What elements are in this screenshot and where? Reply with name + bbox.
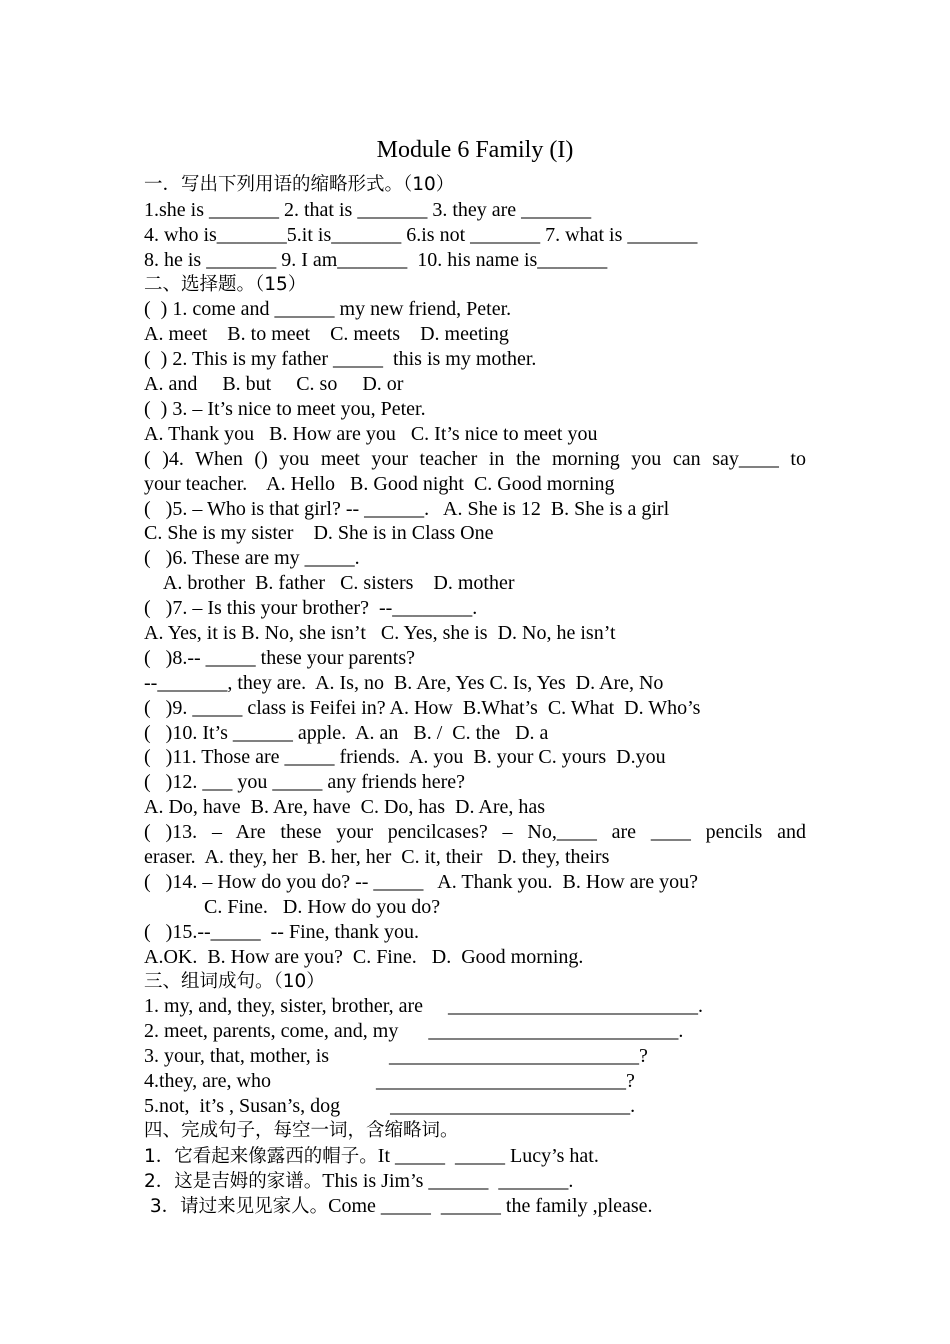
options-line: C. Fine. D. How do you do? [144, 895, 441, 918]
question-line: ( )9. _____ class is Feifei in? A. How B.What’s C. What D. Who’s [144, 696, 701, 719]
question-line: ( ) 3. – It’s nice to meet you, Peter. [144, 398, 426, 421]
question-line: ( )8.-- _____ these your parents? [144, 646, 416, 669]
question-line: ( )4. When () you meet your teacher in the morning you can say____ to [144, 447, 806, 470]
section-2-heading: 二、选择题。（15） [144, 273, 307, 295]
page-title: Module 6 Family (I) [376, 137, 574, 163]
question-line: ( ) 1. come and ______ my new friend, Peter. [144, 298, 512, 321]
question-line: ( ) 2. This is my father _____ this is my mother. [144, 348, 537, 371]
sentence-line: 4.they, are, who _________________________? [144, 1070, 635, 1093]
options-line: A. Yes, it is B. No, she isn’t C. Yes, she is D. No, he isn’t [144, 622, 616, 645]
sentence-line: 1. my, and, they, sister, brother, are _________________________. [144, 995, 704, 1018]
options-line: A.OK. B. How are you? C. Fine. D. Good morning. [144, 945, 584, 968]
question-line: ( )13. – Are these your pencilcases? – No,____ are ____ pencils and [144, 821, 806, 844]
completion-en: It _____ _____ Lucy’s hat. [377, 1144, 599, 1167]
worksheet-body [144, 173, 806, 1218]
sentence-line: 2. meet, parents, come, and, my _________________________. [144, 1020, 684, 1043]
options-line: A. brother B. father C. sisters D. mother [144, 572, 515, 595]
question-line: ( )11. Those are _____ friends. A. you B. your C. yours D.you [144, 746, 666, 769]
section-1-line: 4. who is_______5.it is_______ 6.is not _______ 7. what is _______ [144, 223, 698, 246]
sentence-line: 3. your, that, mother, is _________________________? [144, 1045, 648, 1068]
section-3-heading: 三、组词成句。（10） [144, 970, 325, 992]
question-line: ( )5. – Who is that girl? -- ______. A. She is 12 B. She is a girl [144, 497, 670, 520]
options-line: --_______, they are. A. Is, no B. Are, Yes C. Is, Yes D. Are, No [144, 671, 664, 694]
options-line: A. and B. but C. so D. or [144, 373, 404, 396]
question-line: ( )14. – How do you do? -- _____ A. Thank you. B. How are you? [144, 870, 698, 893]
section-1-line: 1.she is _______ 2. that is _______ 3. they are _______ [144, 198, 592, 221]
completion-line [144, 1194, 806, 1219]
sentence-line: 5.not, it’s , Susan’s, dog ________________________. [144, 1094, 636, 1117]
options-line: your teacher. A. Hello B. Good night C. Good morning [144, 472, 615, 495]
options-line: A. Do, have B. Are, have C. Do, has D. Are, has [144, 796, 546, 819]
options-line: A. Thank you B. How are you C. It’s nice to meet you [144, 422, 598, 445]
completion-zh: 1．它看起来像露西的帽子。 [144, 1145, 378, 1167]
options-line: C. She is my sister D. She is in Class One [144, 522, 494, 545]
completion-zh: 3．请过来见见家人。 [144, 1195, 329, 1217]
completion-en: Come _____ ______ the family ,please. [328, 1194, 653, 1217]
section-1-line: 8. he is _______ 9. I am_______ 10. his name is_______ [144, 248, 608, 271]
question-line: ( )10. It’s ______ apple. A. an B. / C. the D. a [144, 721, 549, 744]
section-1-heading: 一．写出下列用语的缩略形式。（10） [144, 174, 455, 195]
section-4-heading: 四、完成句子，每空一词，含缩略词。 [144, 1119, 459, 1141]
completion-zh: 2．这是吉姆的家谱。 [144, 1170, 323, 1192]
question-line: ( )6. These are my _____. [144, 547, 360, 570]
completion-en: This is Jim’s ______ _______. [322, 1169, 574, 1192]
options-line: A. meet B. to meet C. meets D. meeting [144, 323, 509, 346]
completion-line [144, 1144, 806, 1169]
question-line: ( )7. – Is this your brother? --________. [144, 597, 478, 620]
completion-line [144, 1169, 806, 1194]
question-line: ( )12. ___ you _____ any friends here? [144, 771, 466, 794]
options-line: eraser. A. they, her B. her, her C. it, their D. they, theirs [144, 846, 610, 869]
question-line: ( )15.--_____ -- Fine, thank you. [144, 920, 419, 943]
